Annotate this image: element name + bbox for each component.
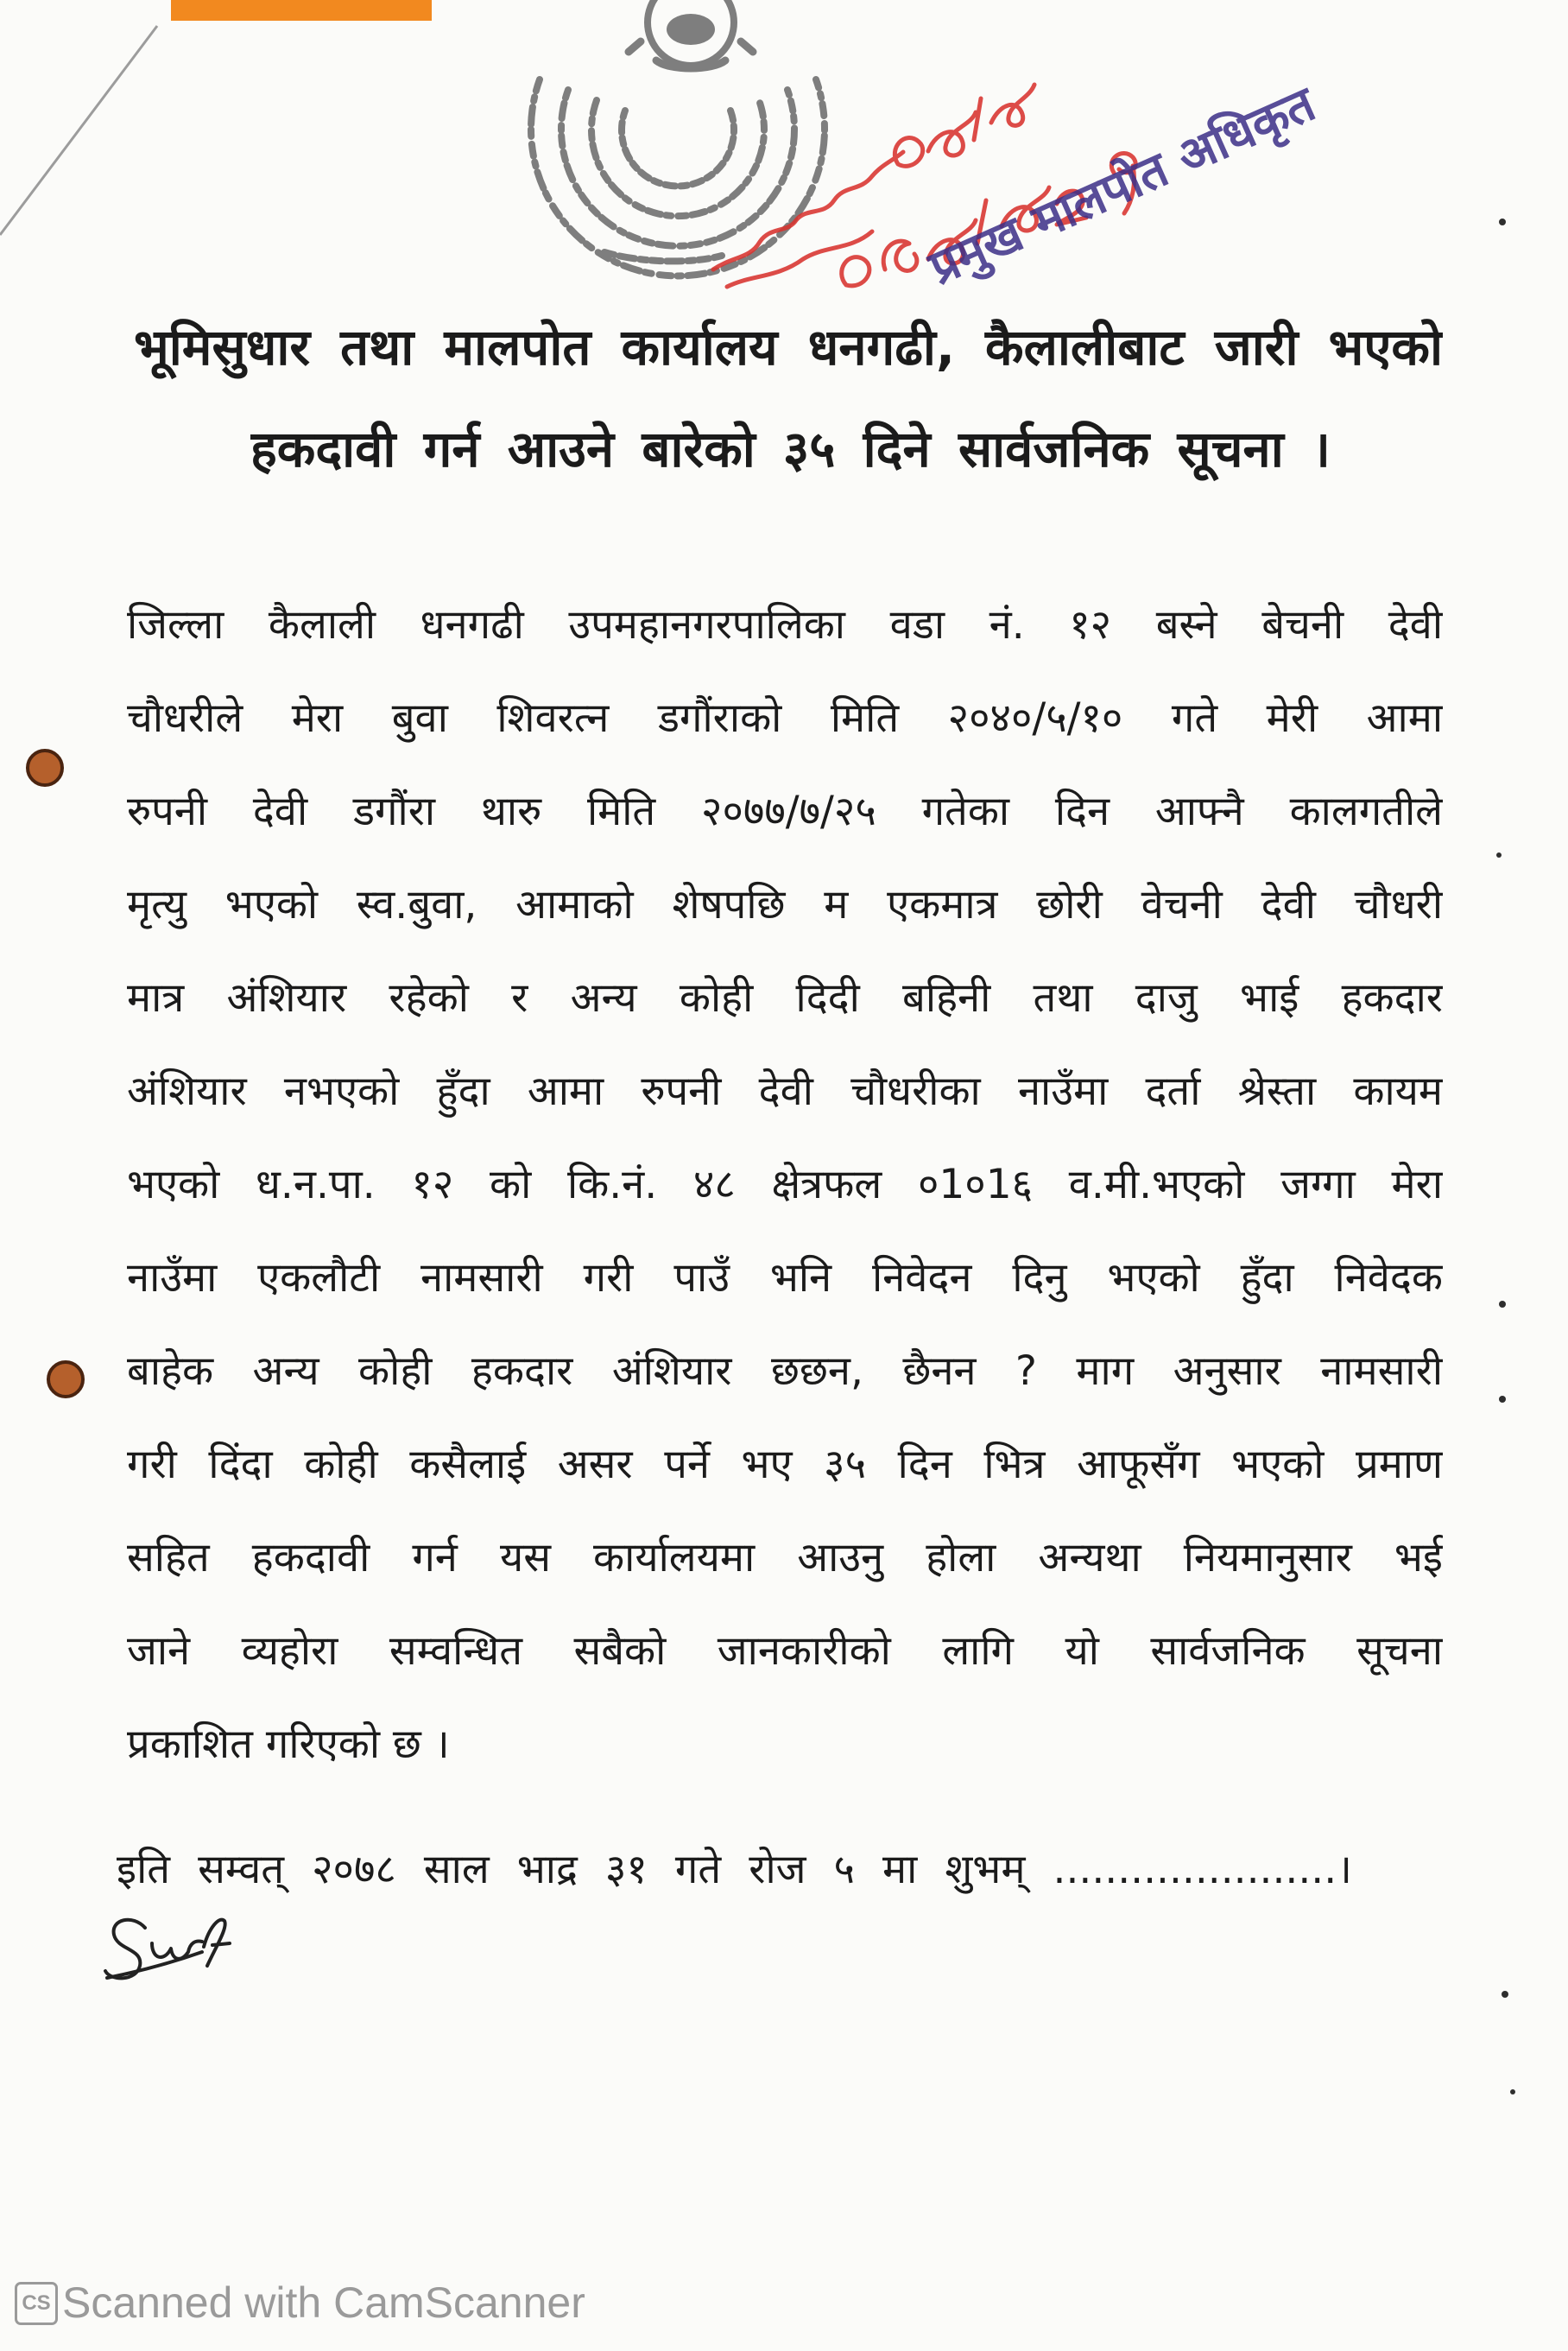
- body-line-9: बाहेक अन्य कोही हकदार अंशियार छछन, छैनन ? माग अनुसार नामसारी: [127, 1347, 1443, 1395]
- edge-speck: [1499, 1396, 1506, 1403]
- body-line-6: अंशियार नभएको हुँदा आमा रुपनी देवी चौधरीका नाउँमा दर्ता श्रेस्ता कायम: [127, 1068, 1443, 1115]
- edge-speck: [1499, 1301, 1506, 1308]
- seal-text-ring-3: [591, 100, 764, 216]
- notice-closing-date-line: इति सम्वत् २०७८ साल भाद्र ३१ गते रोज ५ मा शुभम् ......................।: [117, 1846, 1352, 1893]
- body-line-11: सहित हकदावी गर्न यस कार्यालयमा आउनु होला अन्यथा नियमानुसार भई: [127, 1534, 1443, 1581]
- edge-speck: [1499, 219, 1506, 225]
- camscanner-logo-icon: CS: [15, 2282, 58, 2325]
- camscanner-watermark-text: Scanned with CamScanner: [62, 2278, 585, 2327]
- body-line-3: रुपनी देवी डगौंरा थारु मिति २०७७/७/२५ गतेका दिन आफ्नै कालगतीले: [127, 788, 1443, 835]
- punch-hole-mark-upper: [28, 751, 62, 785]
- edge-speck: [1502, 1991, 1508, 1998]
- edge-speck: [1510, 2089, 1515, 2094]
- orange-tape-strip: [171, 0, 432, 21]
- body-line-4: मृत्यु भएको स्व.बुवा, आमाको शेषपछि म एकमात्र छोरी वेचनी देवी चौधरी: [127, 881, 1443, 928]
- seal-text-ring-inner: [622, 111, 734, 186]
- body-line-2: चौधरीले मेरा बुवा शिवरत्न डगौंराको मिति २०४०/५/१० गते मेरी आमा: [127, 694, 1443, 742]
- body-line-12: जाने व्यहोरा सम्वन्धित सबैको जानकारीको लागि यो सार्वजनिक सूचना: [127, 1627, 1443, 1675]
- office-seal: [531, 0, 825, 276]
- body-line-1: जिल्ला कैलाली धनगढी उपमहानगरपालिका वडा नं. १२ बस्ने बेचनी देवी: [127, 601, 1443, 649]
- handwritten-signature: [105, 1920, 230, 1979]
- body-line-13: प्रकाशित गरिएको छ ।: [127, 1720, 450, 1768]
- body-line-7: भएको ध.न.पा. १२ को कि.नं. ४८ क्षेत्रफल ०1०1६ व.मी.भएको जग्गा मेरा: [127, 1161, 1443, 1208]
- page-fold-line: [0, 26, 157, 235]
- seal-emblem: [629, 0, 753, 68]
- body-line-10: गरी दिंदा कोही कसैलाई असर पर्ने भए ३५ दिन भित्र आफूसँग भएको प्रमाण: [127, 1441, 1443, 1488]
- body-line-5: मात्र अंशियार रहेको र अन्य कोही दिदी बहिनी तथा दाजु भाई हकदार: [127, 974, 1443, 1022]
- chief-land-revenue-officer-stamp: प्रमुख मालपोत अधिकृत: [920, 76, 1324, 297]
- notice-title-line-1: भूमिसुधार तथा मालपोत कार्यालय धनगढी, कैलालीबाट जारी भएको: [134, 318, 1443, 377]
- seal-bottom-text: [604, 252, 722, 261]
- body-line-8: नाउँमा एकलौटी नामसारी गरी पाउँ भनि निवेदन दिनु भएको हुँदा निवेदक: [127, 1254, 1443, 1302]
- notice-title-line-2: हकदावी गर्न आउने बारेको ३५ दिने सार्वजनिक सूचना ।: [250, 420, 1331, 478]
- punch-hole-mark-lower: [48, 1362, 83, 1397]
- notice-body: [127, 579, 1443, 1791]
- edge-speck: [1496, 852, 1502, 858]
